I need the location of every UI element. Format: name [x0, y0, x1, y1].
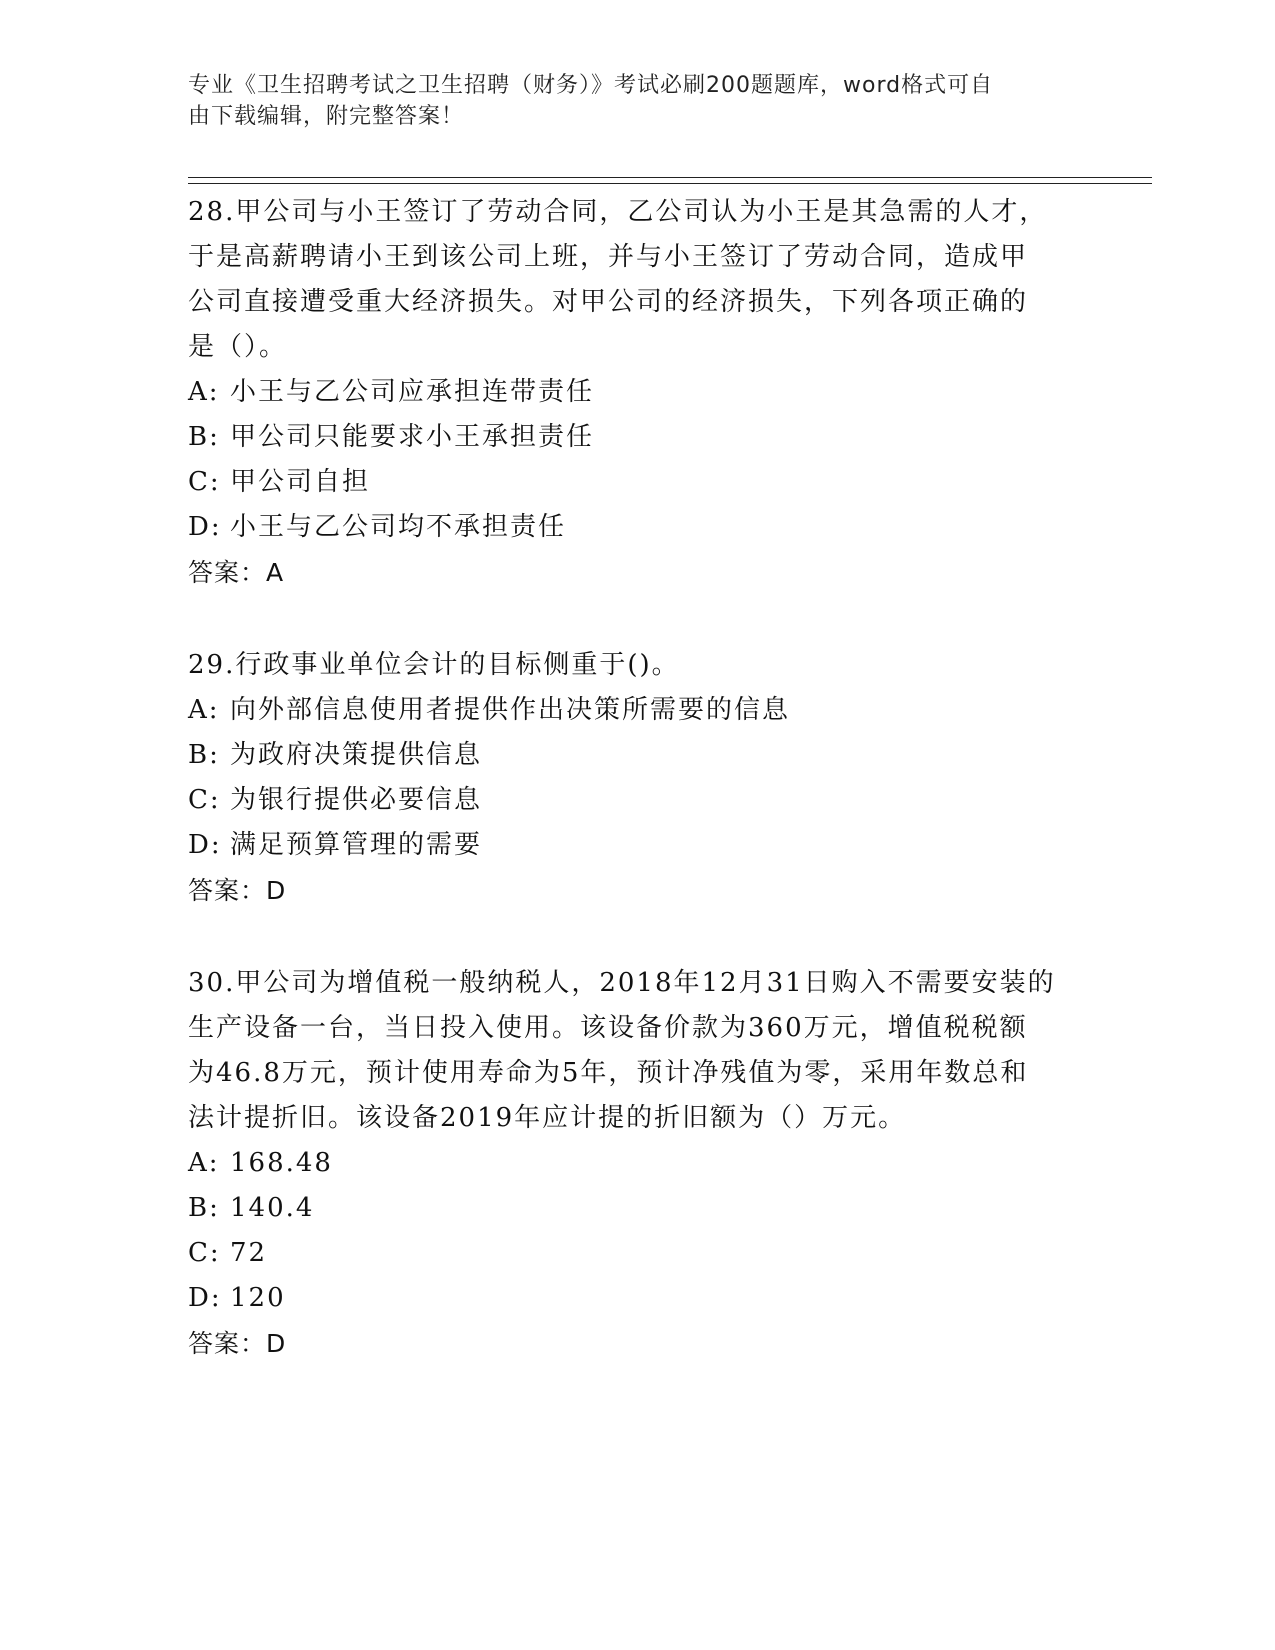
question-stem-line: 为46.8万元，预计使用寿命为5年，预计净残值为零，采用年数总和	[188, 1058, 1029, 1088]
option-letter: D:	[188, 830, 222, 860]
option-d	[188, 505, 1088, 550]
option-letter: B:	[188, 740, 220, 770]
document-header	[188, 70, 1068, 132]
option-d	[188, 823, 1088, 868]
option-text: 小王与乙公司应承担连带责任	[230, 377, 595, 407]
option-letter: A:	[188, 695, 220, 725]
option-text: 为政府决策提供信息	[230, 740, 483, 770]
option-a	[188, 370, 1088, 415]
option-letter: C:	[188, 467, 221, 497]
answer-line: 答案：D	[188, 876, 287, 905]
question-stem-line: 法计提折旧。该设备2019年应计提的折旧额为（）万元。	[188, 1103, 907, 1133]
question-stem-line: 28.甲公司与小王签订了劳动合同，乙公司认为小王是其急需的人才，	[188, 197, 1048, 227]
option-letter: D:	[188, 1283, 222, 1313]
option-text: 120	[230, 1283, 286, 1313]
option-a	[188, 1141, 1088, 1186]
option-text: 甲公司只能要求小王承担责任	[230, 422, 595, 452]
question-stem-line: 是（）。	[188, 332, 288, 362]
question-stem-line: 公司直接遭受重大经济损失。对甲公司的经济损失，下列各项正确的	[188, 287, 1029, 317]
option-c	[188, 460, 1088, 505]
question-stem-line: 30.甲公司为增值税一般纳税人，2018年12月31日购入不需要安装的	[188, 968, 1056, 998]
question-stem-line: 于是高薪聘请小王到该公司上班，并与小王签订了劳动合同，造成甲	[188, 242, 1029, 272]
option-text: 72	[230, 1238, 268, 1268]
option-text: 140.4	[230, 1193, 315, 1223]
question-30	[188, 961, 1088, 1366]
option-letter: A:	[188, 377, 220, 407]
answer-line: 答案：A	[188, 558, 285, 587]
option-letter: A:	[188, 1148, 220, 1178]
option-b	[188, 1186, 1088, 1231]
option-letter: B:	[188, 422, 220, 452]
question-28	[188, 190, 1088, 595]
option-letter: C:	[188, 1238, 221, 1268]
option-a	[188, 688, 1088, 733]
option-text: 为银行提供必要信息	[230, 785, 483, 815]
option-letter: D:	[188, 512, 222, 542]
option-b	[188, 415, 1088, 460]
option-text: 168.48	[230, 1148, 333, 1178]
option-text: 甲公司自担	[230, 467, 371, 497]
option-c	[188, 778, 1088, 823]
answer-line: 答案：D	[188, 1329, 287, 1358]
question-29	[188, 643, 1088, 913]
header-title-line-1: 专业《卫生招聘考试之卫生招聘（财务）》考试必刷200题题库，word格式可自	[188, 73, 994, 98]
question-stem-line: 29.行政事业单位会计的目标侧重于()。	[188, 650, 680, 680]
option-text: 小王与乙公司均不承担责任	[230, 512, 567, 542]
header-title-line-2: 由下载编辑，附完整答案！	[188, 104, 465, 129]
question-stem	[188, 643, 1088, 688]
option-text: 满足预算管理的需要	[230, 830, 483, 860]
option-d	[188, 1276, 1088, 1321]
option-b	[188, 733, 1088, 778]
option-letter: B:	[188, 1193, 220, 1223]
option-text: 向外部信息使用者提供作出决策所需要的信息	[230, 695, 791, 725]
question-stem	[188, 190, 1088, 370]
option-c	[188, 1231, 1088, 1276]
option-letter: C:	[188, 785, 221, 815]
question-stem-line: 生产设备一台，当日投入使用。该设备价款为360万元，增值税税额	[188, 1013, 1028, 1043]
question-stem	[188, 961, 1088, 1141]
header-divider-top	[188, 177, 1152, 178]
header-divider-bottom	[188, 183, 1152, 184]
